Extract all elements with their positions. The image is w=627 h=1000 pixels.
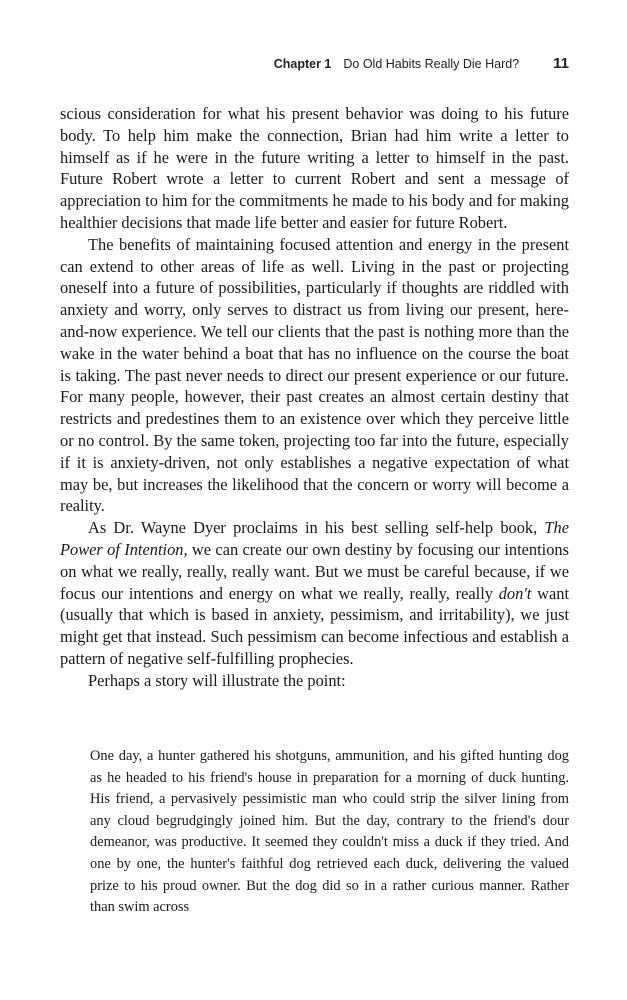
- paragraph-1: scious consideration for what his present behavior was doing to his future body. To help him make the connection, Brian had him write a letter to himself as if he were in the future writing a letter to himself in the past. Future Robert wrote a letter to current Robert and sent a message of appreciation to him for the commitments he made to his body and for making healthier decisions that made life better and easier for future Robert.: [60, 104, 569, 232]
- running-head: [60, 55, 569, 77]
- page-number: 11: [553, 55, 569, 72]
- paragraph-3-part-c: want (usually that which is based in anxiety, pessimism, and irritability), we just might get that instead. Such pessimism can become infectious and establish a pattern of negative self-fulfilling prophecies.: [60, 583, 569, 668]
- emphasis-dont: don't: [498, 583, 532, 603]
- paragraph-3-part-b: we can create our own destiny by focusing our intentions on what we really, really, really want. But we must be careful because, if we focus our intentions and energy on what we really, really, really: [60, 539, 569, 603]
- chapter-label: Chapter 1: [273, 57, 332, 71]
- book-title: The Power of Intention,: [60, 518, 569, 559]
- body-text: [60, 103, 569, 692]
- extract-paragraph: One day, a hunter gathered his shotguns, ammunition, and his gifted hunting dog as he headed to his friend's house in preparation for a morning of duck hunting. His friend, a pervasively pessimistic man who could strip the silver lining from any cloud begrudgingly joined him. But the day, contrary to the friend's dour demeanor, was productive. It seemed they couldn't miss a duck if they tried. And one by one, the hunter's faithful dog retrieved each duck, delivering the valued prize to his proud owner. But the dog did so in a rather curious manner. Rather than swim across: [90, 748, 569, 916]
- paragraph-3-part-a: As Dr. Wayne Dyer proclaims in his best selling self-help book,: [88, 518, 545, 538]
- paragraph-3: [60, 517, 569, 670]
- story-extract: [90, 746, 569, 919]
- paragraph-2: The benefits of maintaining focused attention and energy in the present can extend to other areas of life as well. Living in the past or projecting oneself into a future of possibilities, particularly if thoughts are riddled with anxiety and worry, only serves to distract us from living our present, here-and-now experience. We tell our clients that the past is nothing more than the wake in the water behind a boat that has no influence on the course the boat is taking. The past never needs to direct our present experience or our future. For many people, however, their past creates an almost certain destiny that restricts and predestines them to an existence over which they perceive little or no control. By the same token, projecting too far into the future, especially if it is anxiety-driven, not only establishes a negative expectation of what may be, but increases the likelihood that the concern or worry will become a reality.: [60, 234, 569, 516]
- chapter-title: Do Old Habits Really Die Hard?: [343, 57, 520, 71]
- paragraph-4: Perhaps a story will illustrate the point:: [88, 670, 346, 690]
